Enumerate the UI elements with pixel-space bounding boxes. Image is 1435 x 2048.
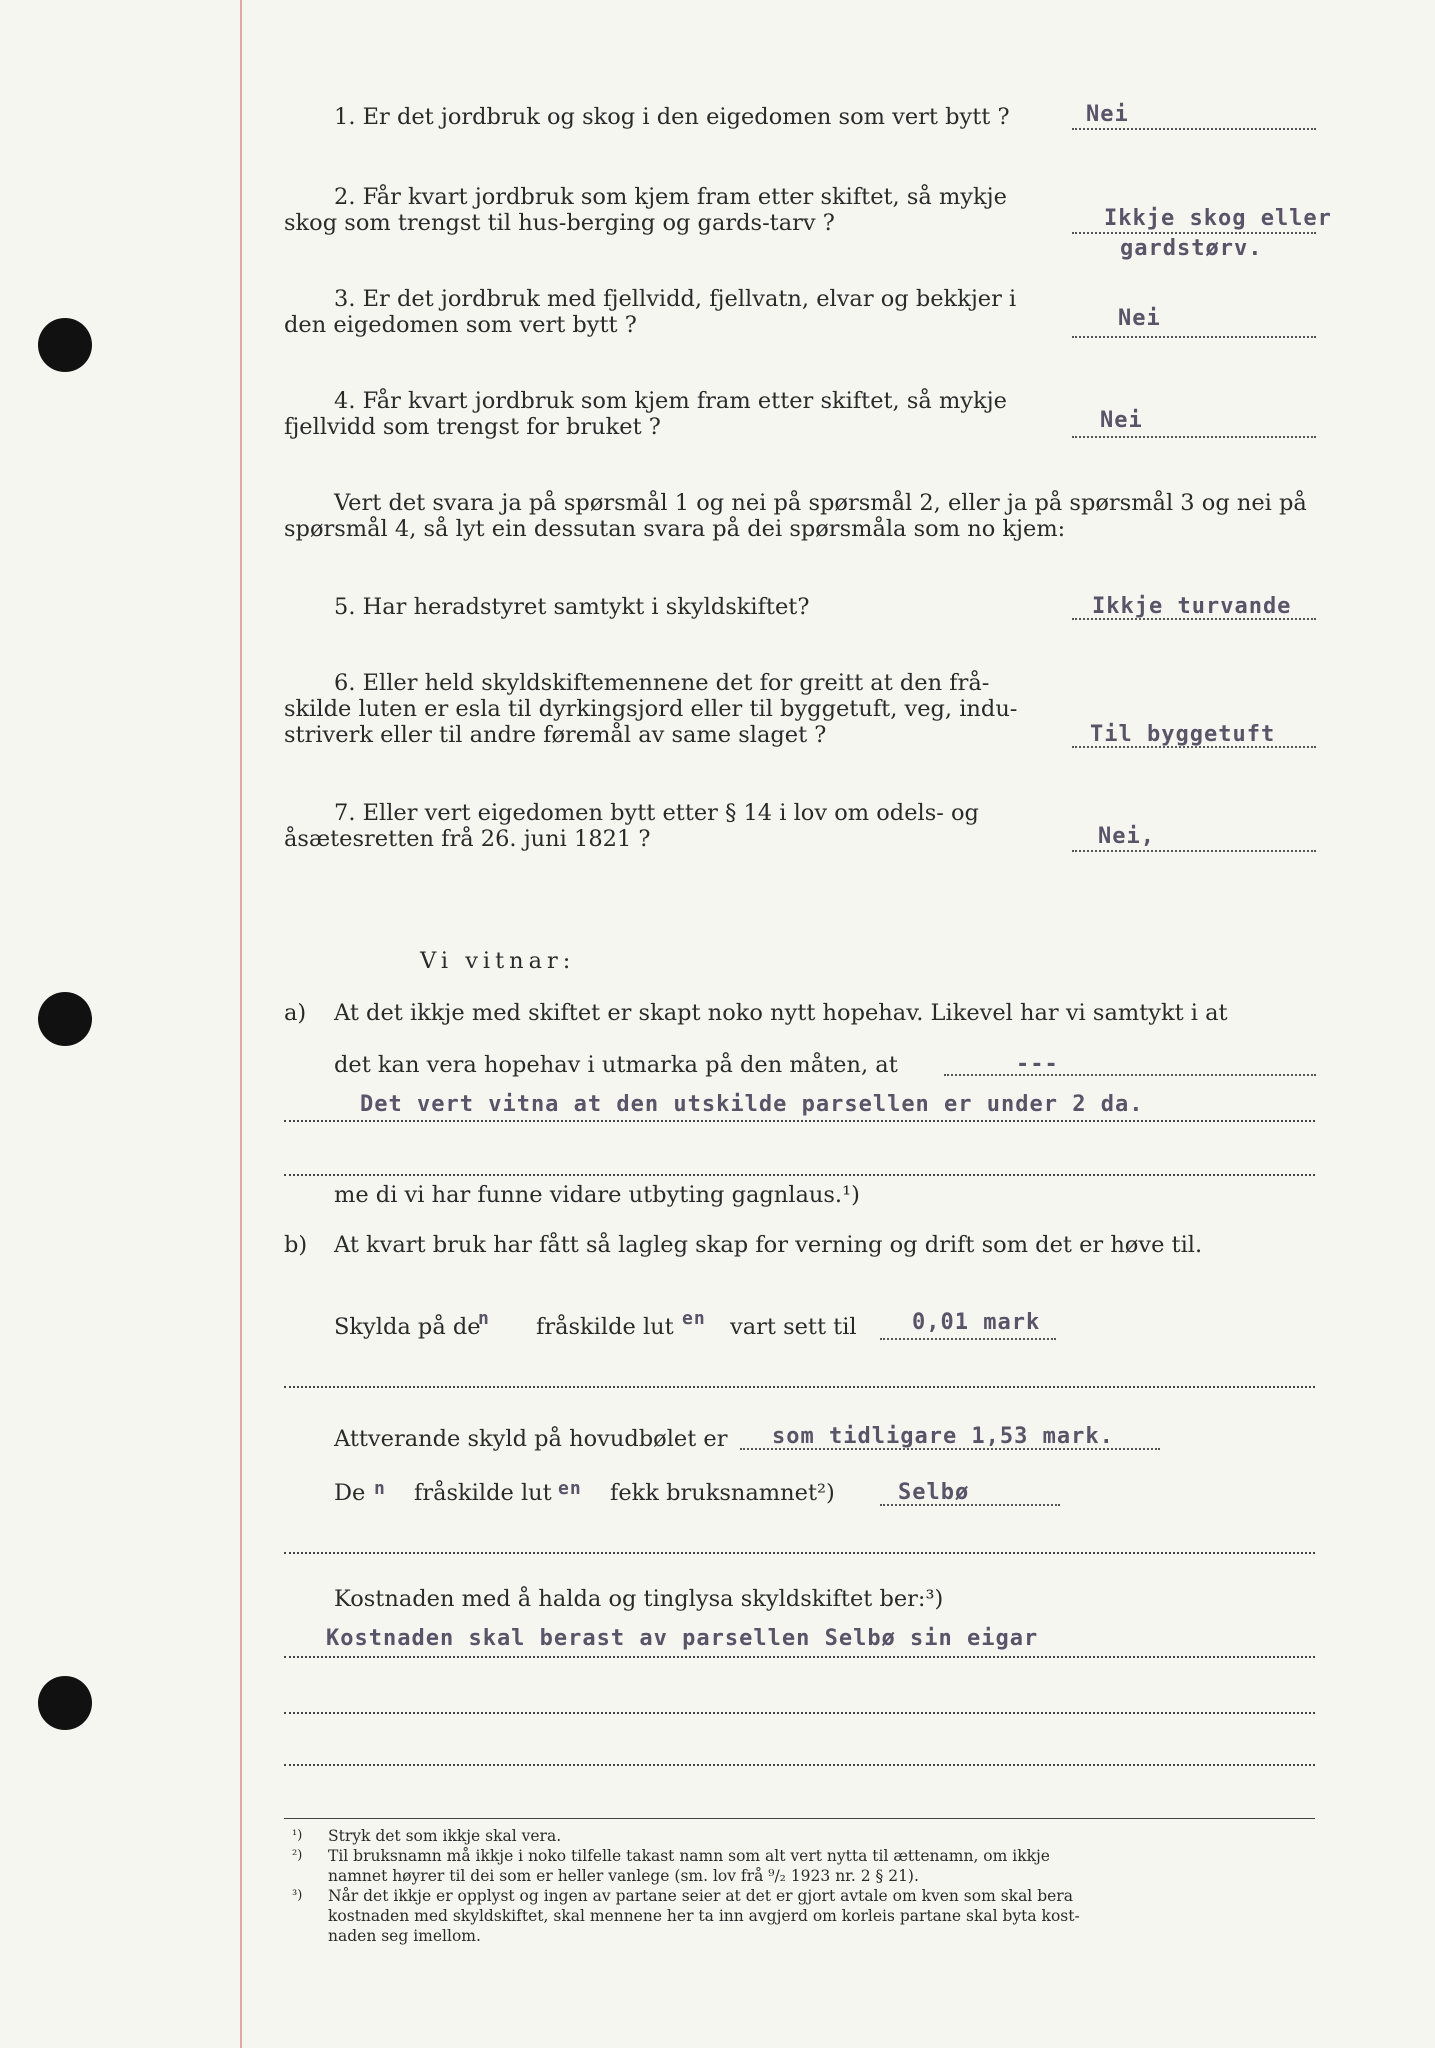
- witness-a-line2-answer: ---: [1016, 1052, 1059, 1077]
- footnote-1-number: ¹): [292, 1828, 303, 1843]
- skyld-en: en: [682, 1308, 706, 1329]
- skyld-n: n: [478, 1308, 490, 1329]
- den-label-1: De: [334, 1480, 366, 1506]
- question-6-line1: 6. Eller held skyldskiftemennene det for greitt at den frå-: [334, 670, 990, 696]
- witness-a-line1: At det ikkje med skiftet er skapt noko nytt hopehav. Likevel har vi samtykt i at: [334, 1000, 1228, 1026]
- skyld-answer: 0,01 mark: [912, 1310, 1041, 1335]
- answer-line-3: [1072, 336, 1316, 338]
- answer-3: Nei: [1118, 306, 1161, 331]
- punch-hole-bottom: [38, 1676, 92, 1730]
- question-2-line1: 2. Får kvart jordbruk som kjem fram etter skiftet, så mykje: [334, 184, 1007, 210]
- witness-b-line1: At kvart bruk har fått så lagleg skap for verning og drift som det er høve til.: [334, 1232, 1203, 1258]
- footnote-separator: [284, 1818, 1315, 1819]
- intro-line1: Vert det svara ja på spørsmål 1 og nei på spørsmål 2, eller ja på spørsmål 3 og nei på: [334, 490, 1307, 516]
- footnote-2-line2: namnet høyrer til dei som er heller vanlege (sm. lov frå ⁹/₂ 1923 nr. 2 § 21).: [328, 1867, 919, 1885]
- intro-line2: spørsmål 4, så lyt ein dessutan svara på dei spørsmåla som no kjem:: [284, 516, 1066, 542]
- answer-line-2: [1072, 232, 1316, 234]
- footnote-2-number: ²): [292, 1848, 303, 1863]
- answer-7: Nei,: [1098, 824, 1155, 849]
- kostnad-label: Kostnaden med å halda og tinglysa skyldskiftet ber:³): [334, 1586, 944, 1612]
- den-label-3: fekk bruksnamnet²): [610, 1480, 835, 1506]
- den-en: en: [558, 1478, 582, 1499]
- punch-hole-middle: [38, 992, 92, 1046]
- answer-5: Ikkje turvande: [1092, 594, 1292, 619]
- skyld-label-3: vart sett til: [730, 1314, 857, 1340]
- answer-2-line1: Ikkje skog eller: [1104, 206, 1332, 231]
- answer-line-1: [1072, 128, 1316, 130]
- question-7-line2: åsætesretten frå 26. juni 1821 ?: [284, 826, 651, 852]
- skyld-rule: [284, 1386, 1315, 1388]
- witness-a-typed: Det vert vitna at den utskilde parsellen er under 2 da.: [360, 1092, 1144, 1117]
- footnote-3-line3: naden seg imellom.: [328, 1927, 481, 1945]
- den-label-2: fråskilde lut: [414, 1480, 552, 1506]
- footnote-3-line1: Når det ikkje er opplyst og ingen av partane seier at det er gjort avtale om kven som skal bera: [328, 1887, 1073, 1905]
- witness-a-line4: me di vi har funne vidare utbyting gagnlaus.¹): [334, 1182, 860, 1208]
- question-4-line1: 4. Får kvart jordbruk som kjem fram etter skiftet, så mykje: [334, 388, 1007, 414]
- footnote-3-line2: kostnaden med skyldskiftet, skal mennene her ta inn avgjerd om korleis partane skal byta kost-: [328, 1907, 1080, 1925]
- question-2-line2: skog som trengst til hus-berging og gards-tarv ?: [284, 210, 835, 236]
- question-3-line1: 3. Er det jordbruk med fjellvidd, fjellvatn, elvar og bekkjer i: [334, 286, 1017, 312]
- witness-a-line2-blank: [944, 1074, 1316, 1076]
- question-4-line2: fjellvidd som trengst for bruket ?: [284, 414, 661, 440]
- bruksnamn-answer: Selbø: [898, 1480, 970, 1505]
- witness-a-rule-2: [284, 1174, 1315, 1176]
- kostnad-rule-3: [284, 1764, 1315, 1766]
- answer-line-7: [1072, 850, 1316, 852]
- attverande-label: Attverande skyld på hovudbølet er: [334, 1426, 728, 1452]
- kostnad-rule-2: [284, 1712, 1315, 1714]
- witness-a-line2: det kan vera hopehav i utmarka på den måten, at: [334, 1052, 898, 1078]
- question-7-line1: 7. Eller vert eigedomen bytt etter § 14 i lov om odels- og: [334, 800, 979, 826]
- question-3-line2: den eigedomen som vert bytt ?: [284, 312, 637, 338]
- answer-1: Nei: [1086, 102, 1129, 127]
- skyld-label-1: Skylda på de: [334, 1314, 481, 1340]
- question-6-line2: skilde luten er esla til dyrkingsjord eller til byggetuft, veg, indu-: [284, 696, 1018, 722]
- answer-6: Til byggetuft: [1090, 722, 1276, 747]
- margin-line: [240, 0, 242, 2048]
- skyld-blank: [880, 1338, 1056, 1340]
- answer-2-line2: gardstørv.: [1120, 236, 1263, 261]
- kostnad-answer: Kostnaden skal berast av parsellen Selbø sin eigar: [326, 1626, 1039, 1651]
- footnote-2-line1: Til bruksnamn må ikkje i noko tilfelle takast namn som alt vert nytta til ættenamn, om ikkje: [328, 1847, 1050, 1865]
- footnote-1: Stryk det som ikkje skal vera.: [328, 1827, 562, 1845]
- question-5: 5. Har heradstyret samtykt i skyldskiftet?: [334, 594, 810, 620]
- witness-a-label: a): [284, 1000, 307, 1026]
- answer-4: Nei: [1100, 408, 1143, 433]
- skyld-label-2: fråskilde lut: [536, 1314, 674, 1340]
- witness-b-label: b): [284, 1232, 308, 1258]
- question-6-line3: striverk eller til andre føremål av same slaget ?: [284, 722, 827, 748]
- question-1: 1. Er det jordbruk og skog i den eigedomen som vert bytt ?: [334, 104, 1010, 130]
- den-n: n: [374, 1478, 386, 1499]
- answer-line-4: [1072, 436, 1316, 438]
- punch-hole-top: [38, 318, 92, 372]
- witness-heading: Vi vitnar:: [420, 948, 576, 974]
- witness-a-rule-1: [284, 1120, 1315, 1122]
- footnote-3-number: ³): [292, 1888, 303, 1903]
- attverande-answer: som tidligare 1,53 mark.: [772, 1424, 1114, 1449]
- kostnad-rule-1: [284, 1656, 1315, 1658]
- bruksnamn-rule: [284, 1552, 1315, 1554]
